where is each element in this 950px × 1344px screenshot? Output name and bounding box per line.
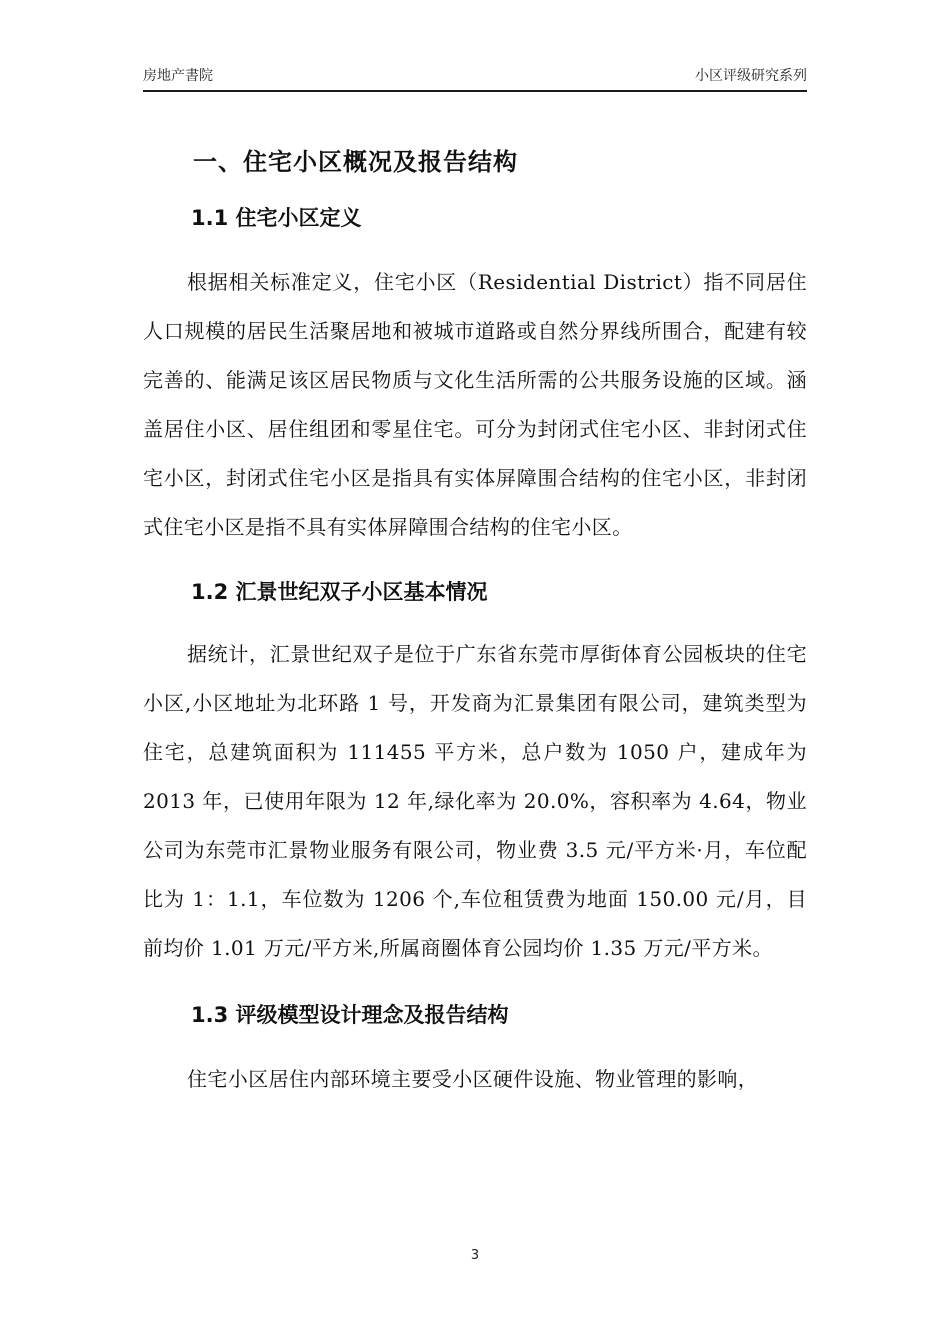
header-publisher: 房地产書院 <box>143 68 213 84</box>
document-body <box>143 140 807 1104</box>
section-paragraph-1-3: 住宅小区居住内部环境主要受小区硬件设施、物业管理的影响， <box>187 1067 759 1091</box>
header-series-title: 小区评级研究系列 <box>695 68 807 84</box>
page-number: 3 <box>470 1248 480 1263</box>
section-paragraph-1-2: 据统计，汇景世纪双子是位于广东省东莞市厚街体育公园板块的住宅小区,小区地址为北环路 1 号，开发商为汇景集团有限公司，建筑类型为住宅，总建筑面积为 111455 平方米，总户数为 1050 户，建成年为 2013 年，已使用年限为 12 年,绿化率为 20.0%，容积率为 4.64，物业公司为东莞市汇景物业服务有限公司，物业费 3.5 元/平方米·月，车位配比为 1：1.1，车位数为 1206 个,车位租赁费为地面 150.00 元/月，目前均价 1.01 万元/平方米,所属商圈体育公园均价 1.35 万元/平方米。 <box>143 642 807 960</box>
chapter-title: 一、住宅小区概况及报告结构 <box>193 148 518 176</box>
section-title-1-3: 1.3 评级模型设计理念及报告结构 <box>191 1003 509 1027</box>
section-title-1-2: 1.2 汇景世纪双子小区基本情况 <box>191 580 488 604</box>
section-paragraph-1-1: 根据相关标准定义，住宅小区（Residential District）指不同居住人口规模的居民生活聚居地和被城市道路或自然分界线所围合，配建有较完善的、能满足该区居民物质与文化生活所需的公共服务设施的区域。涵盖居住小区、居住组团和零星住宅。可分为封闭式住宅小区、非封闭式住宅小区，封闭式住宅小区是指具有实体屏障围合结构的住宅小区，非封闭式住宅小区是指不具有实体屏障围合结构的住宅小区。 <box>143 270 807 539</box>
page-header <box>143 66 807 92</box>
section-title-1-1: 1.1 住宅小区定义 <box>191 206 362 230</box>
